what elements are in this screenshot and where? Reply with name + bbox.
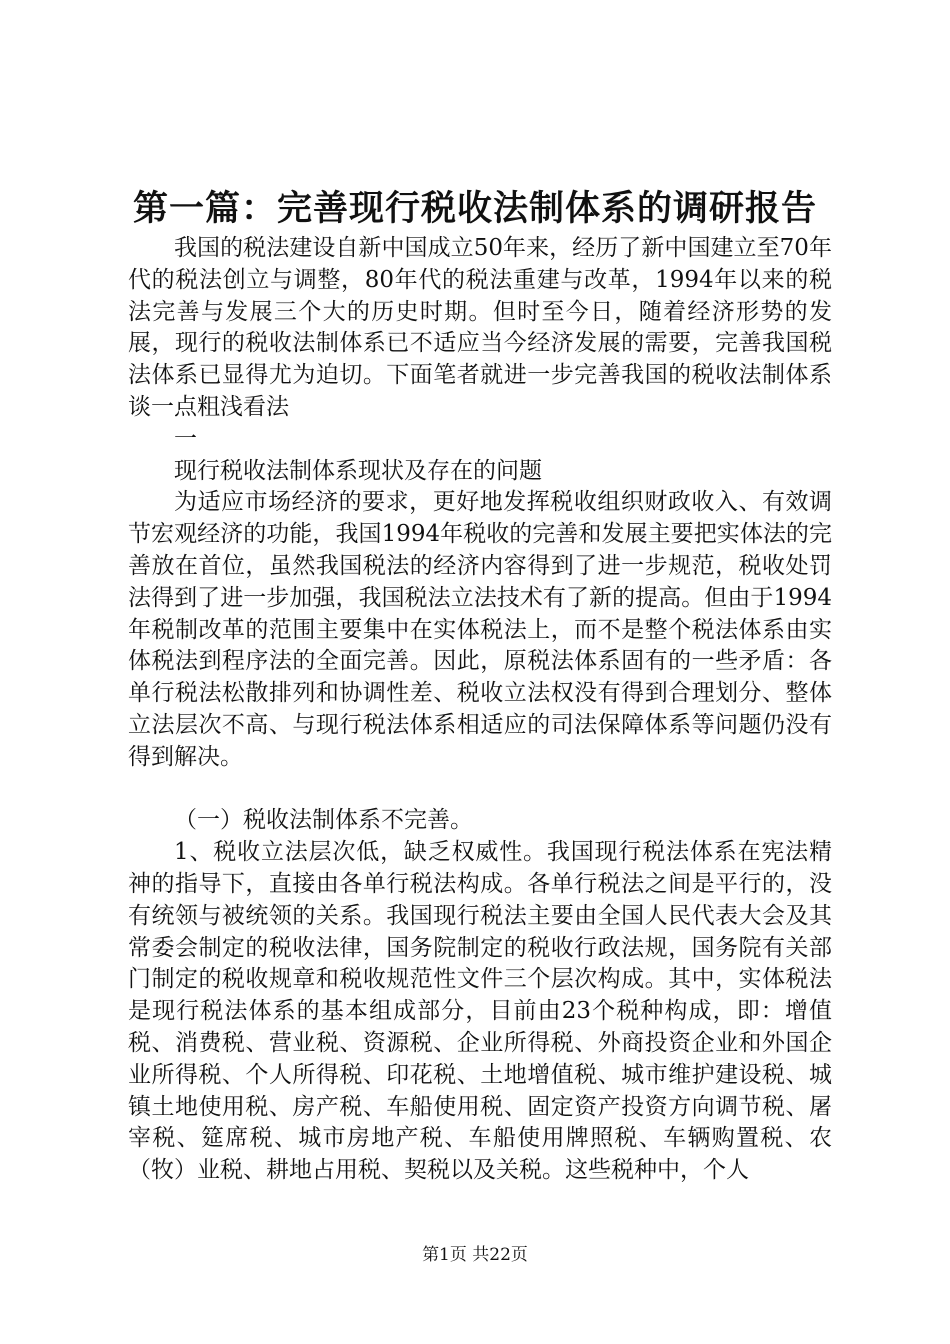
intro-paragraph: 我国的税法建设自新中国成立50年来，经历了新中国建立至70年代的税法创立与调整，80年代的税法重建与改革，1994年以来的税法完善与发展三个大的历史时期。但时至今日，随着经济形势的发展，现行的税收法制体系已不适应当今经济发展的需要，完善我国税法体系已显得尤为迫切。下面笔者就进一步完善我国的税收法制体系谈一点粗浅看法: [128, 235, 832, 420]
paragraph-spacer: [128, 774, 832, 806]
subsection-heading: （一）税收法制体系不完善。: [174, 807, 473, 834]
section-number: 一: [174, 425, 197, 452]
subsection-paragraph: 1、税收立法层次低，缺乏权威性。我国现行税法体系在宪法精神的指导下，直接由各单行税法构成。各单行税法之间是平行的，没有统领与被统领的关系。我国现行税法主要由全国人民代表大会及其常委会制定的税收法律，国务院制定的税收行政法规，国务院有关部门制定的税收规章和税收规范性文件三个层次构成。其中，实体税法是现行税法体系的基本组成部分，目前由23个税种构成，即：增值税、消费税、营业税、资源税、企业所得税、外商投资企业和外国企业所得税、个人所得税、印花税、土地增值税、城市维护建设税、城镇土地使用税、房产税、车船使用税、固定资产投资方向调节税、屠宰税、筵席税、城市房地产税、车船使用牌照税、车辆购置税、农（牧）业税、耕地占用税、契税以及关税。这些税种中，个人: [128, 839, 832, 1184]
page-number: 第1页 共22页: [422, 1245, 528, 1265]
section-paragraph: 为适应市场经济的要求，更好地发挥税收组织财政收入、有效调节宏观经济的功能，我国1994年税收的完善和发展主要把实体法的完善放在首位，虽然我国税法的经济内容得到了进一步规范，税收处罚法得到了进一步加强，我国税法立法技术有了新的提高。但由于1994年税制改革的范围主要集中在实体税法上，而不是整个税法体系由实体税法到程序法的全面完善。因此，原税法体系固有的一些矛盾：各单行税法松散排列和协调性差、税收立法权没有得到合理划分、整体立法层次不高、与现行税法体系相适应的司法保障体系等问题仍没有得到解决。: [128, 489, 832, 770]
section-heading: 现行税收法制体系现状及存在的问题: [174, 457, 542, 484]
document-body: [128, 233, 832, 1187]
page-title: 第一篇：完善现行税收法制体系的调研报告: [132, 188, 817, 229]
